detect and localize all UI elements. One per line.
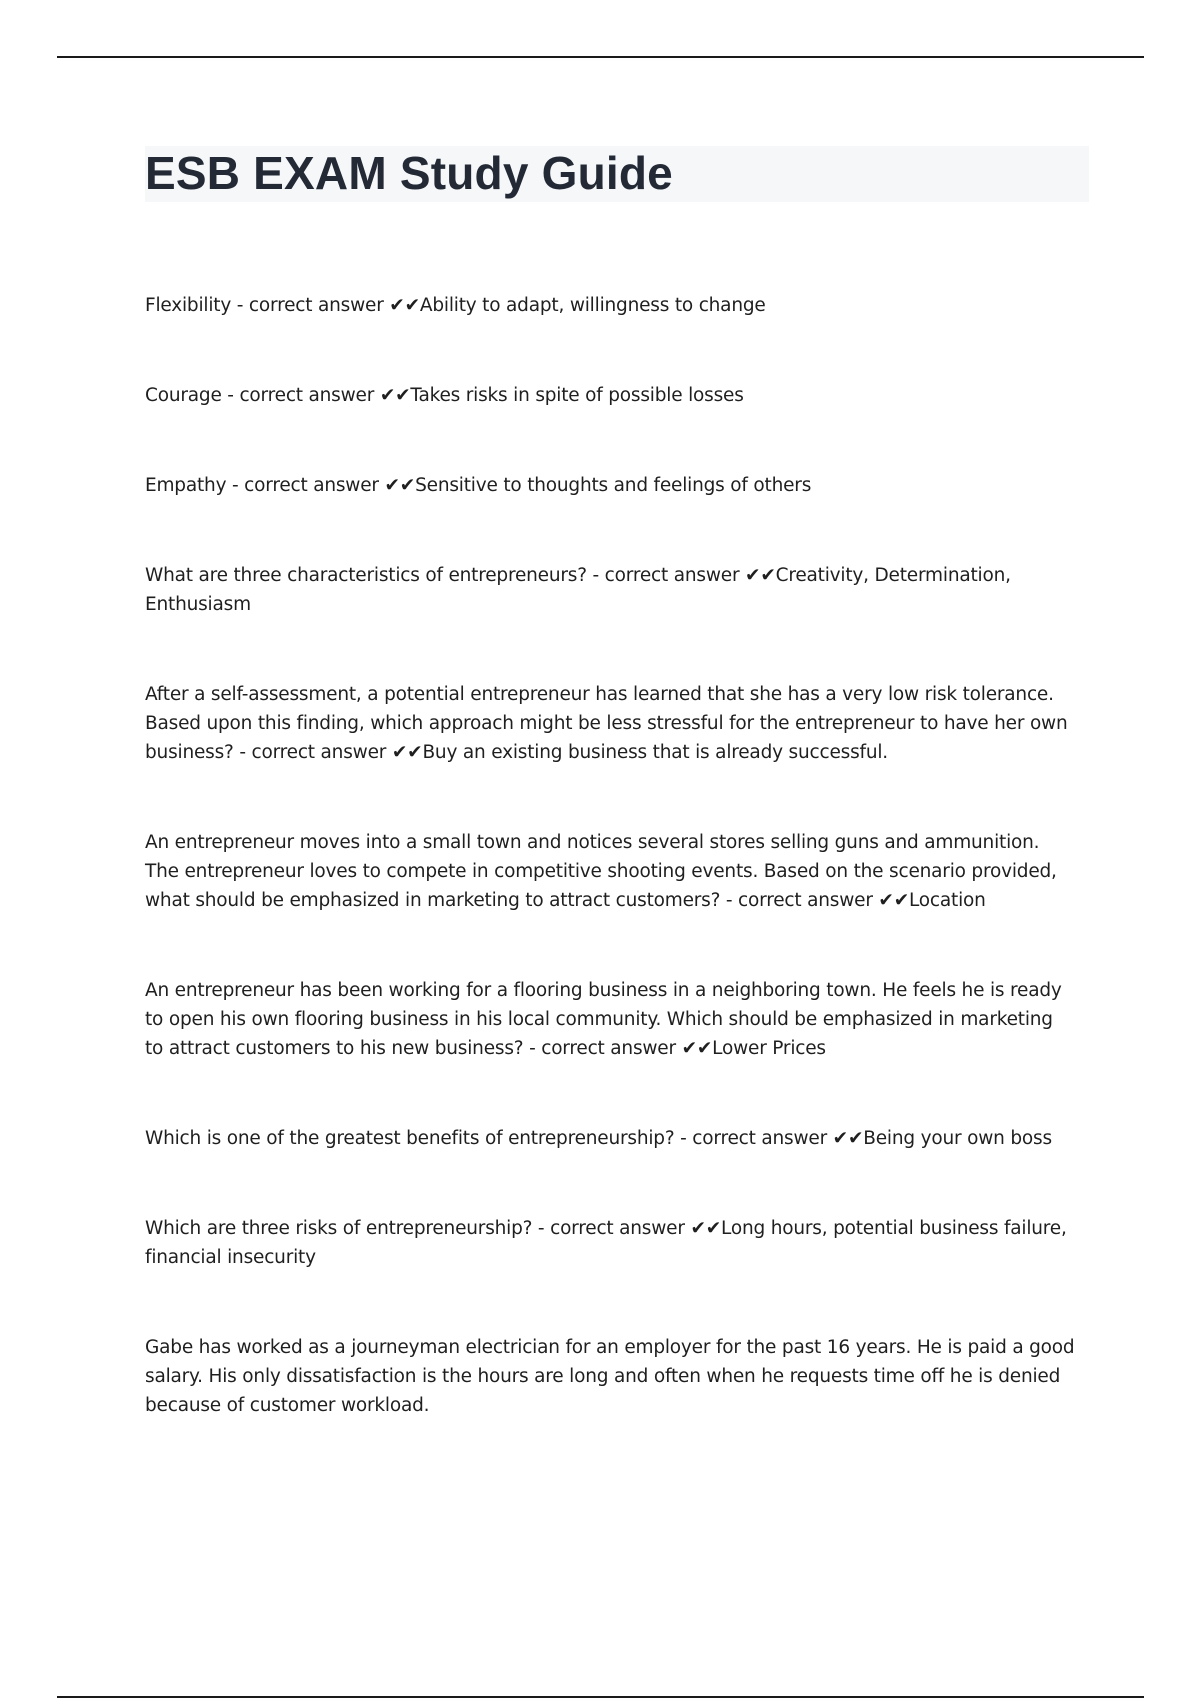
qa-item-small-town: An entrepreneur moves into a small town and notices several stores selling guns and ammunition. The entrepreneur loves to compete in competitive shooting events. Based on the scenario provided, what should be emphasized in marketing to attract customers? - correct answer ✔✔Location bbox=[145, 832, 1057, 911]
qa-item-courage: Courage - correct answer ✔✔Takes risks in spite of possible losses bbox=[145, 385, 744, 406]
qa-item-benefits: Which is one of the greatest benefits of entrepreneurship? - correct answer ✔✔Being your own boss bbox=[145, 1128, 1052, 1149]
document-title: ESB EXAM Study Guide bbox=[145, 147, 673, 199]
qa-list bbox=[145, 291, 1075, 1481]
qa-item-risks: Which are three risks of entrepreneurship? - correct answer ✔✔Long hours, potential business failure, financial insecurity bbox=[145, 1218, 1067, 1268]
qa-item-empathy: Empathy - correct answer ✔✔Sensitive to thoughts and feelings of others bbox=[145, 475, 812, 496]
qa-item-characteristics: What are three characteristics of entrepreneurs? - correct answer ✔✔Creativity, Determination, Enthusiasm bbox=[145, 565, 1011, 615]
bottom-rule bbox=[57, 1696, 1144, 1698]
top-rule bbox=[57, 56, 1144, 58]
qa-item-electrician: Gabe has worked as a journeyman electrician for an employer for the past 16 years. He is paid a good salary. His only dissatisfaction is the hours are long and often when he requests time off he is denied because of customer workload. bbox=[145, 1337, 1075, 1416]
qa-item-flooring-business: An entrepreneur has been working for a flooring business in a neighboring town. He feels he is ready to open his own flooring business in his local community. Which should be emphasized in marketing to attract customers to his new business? - correct answer ✔✔Lower Prices bbox=[145, 980, 1062, 1059]
qa-item-flexibility: Flexibility - correct answer ✔✔Ability to adapt, willingness to change bbox=[145, 295, 766, 316]
qa-item-risk-tolerance: After a self-assessment, a potential entrepreneur has learned that she has a very low risk tolerance. Based upon this finding, which approach might be less stressful for the entrepreneur to have her own business? - correct answer ✔✔Buy an existing business that is already successful. bbox=[145, 684, 1068, 763]
